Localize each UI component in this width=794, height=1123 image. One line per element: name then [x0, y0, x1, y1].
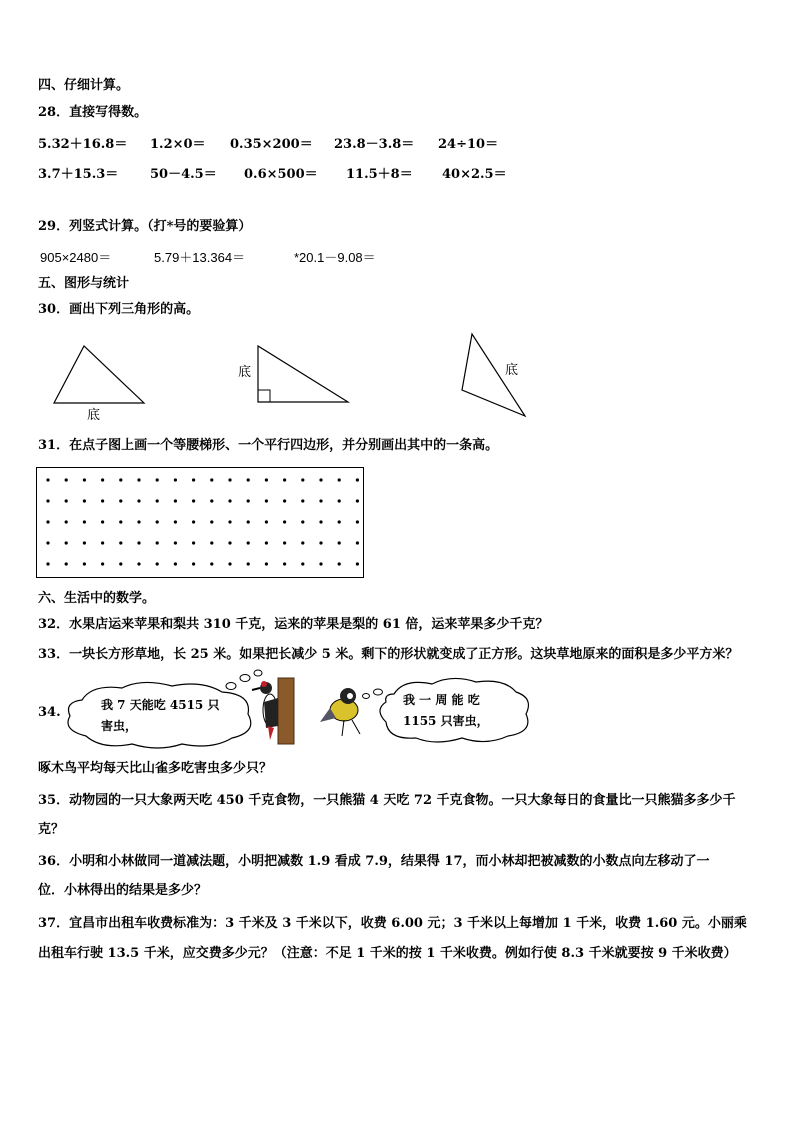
q30-label: 30．画出下列三角形的高。	[38, 302, 200, 317]
q29-item: *20.1－9.08＝	[294, 250, 376, 265]
grid-dot	[247, 541, 250, 544]
grid-dot	[46, 520, 49, 523]
q29-item: 905×2480＝	[40, 250, 112, 265]
triangle-2	[258, 346, 348, 402]
q28-row-1	[38, 136, 758, 154]
q28-item: 23.8－3.8＝	[334, 137, 415, 152]
grid-dot	[210, 520, 213, 523]
grid-dot	[137, 478, 140, 481]
grid-dot	[65, 562, 68, 565]
grid-dot	[156, 541, 159, 544]
grid-dot	[319, 499, 322, 502]
grid-dot	[319, 562, 322, 565]
grid-dot	[174, 520, 177, 523]
triangle-1	[54, 346, 144, 403]
grid-dot	[247, 478, 250, 481]
grid-dot	[137, 520, 140, 523]
grid-dot	[356, 541, 359, 544]
grid-dot	[174, 478, 177, 481]
grid-dot	[338, 478, 341, 481]
grid-dot	[283, 520, 286, 523]
grid-dot	[174, 541, 177, 544]
grid-dot	[338, 499, 341, 502]
q34-number: 34.	[38, 705, 61, 720]
grid-dot	[156, 499, 159, 502]
grid-dot	[174, 499, 177, 502]
grid-dot	[119, 562, 122, 565]
grid-dot	[301, 562, 304, 565]
grid-dot	[137, 499, 140, 502]
grid-dot	[174, 562, 177, 565]
grid-dot	[356, 562, 359, 565]
grid-dot	[83, 520, 86, 523]
grid-dot	[101, 562, 104, 565]
grid-dot	[283, 562, 286, 565]
q35-line-1: 35．动物园的一只大象两天吃 450 千克食物，一只熊猫 4 天吃 72 千克食物。一只大象每日的食量比一只熊猫多多少千	[38, 793, 736, 808]
grid-dot	[156, 478, 159, 481]
grid-dot	[210, 562, 213, 565]
q34-question: 啄木鸟平均每天比山雀多吃害虫多少只？	[38, 761, 273, 776]
grid-dot	[356, 478, 359, 481]
grid-dot	[119, 520, 122, 523]
grid-dot	[283, 478, 286, 481]
q28-item: 3.7＋15.3＝	[38, 167, 119, 182]
grid-dot	[247, 520, 250, 523]
grid-dot	[301, 499, 304, 502]
grid-dot	[301, 520, 304, 523]
grid-dot	[228, 541, 231, 544]
grid-dot	[228, 562, 231, 565]
grid-dot	[283, 499, 286, 502]
grid-dot	[247, 562, 250, 565]
section-4-title: 四、仔细计算。	[38, 78, 130, 93]
grid-dot	[156, 520, 159, 523]
grid-dot	[137, 541, 140, 544]
q29-label: 29．列竖式计算。（打*号的要验算）	[38, 219, 252, 234]
grid-dot	[338, 541, 341, 544]
cloud-1-line-2: 害虫，	[101, 719, 138, 733]
q29-row	[38, 249, 758, 267]
grid-dot	[65, 541, 68, 544]
grid-dot	[137, 562, 140, 565]
grid-dot	[338, 562, 341, 565]
q32-text: 32．水果店运来苹果和梨共 310 千克，运来的苹果是梨的 61 倍，运来苹果多少千克？	[38, 617, 549, 632]
grid-dot	[210, 499, 213, 502]
grid-dot	[210, 541, 213, 544]
grid-dot	[156, 562, 159, 565]
q28-item: 0.35×200＝	[230, 137, 313, 152]
grid-dot	[283, 541, 286, 544]
grid-dot	[101, 478, 104, 481]
grid-dot	[265, 478, 268, 481]
q29-item: 5.79＋13.364＝	[154, 250, 246, 265]
grid-dot	[265, 520, 268, 523]
grid-dot	[101, 541, 104, 544]
cloud-1-line-1: 我 7 天能吃 4515 只	[101, 698, 220, 712]
grid-dot	[101, 520, 104, 523]
grid-dot	[192, 499, 195, 502]
grid-dot	[65, 478, 68, 481]
dot-grid[interactable]	[36, 467, 364, 578]
grid-dot	[46, 562, 49, 565]
q28-label: 28．直接写得数。	[38, 105, 148, 120]
grid-dot	[228, 478, 231, 481]
grid-dot	[356, 499, 359, 502]
grid-dot	[65, 499, 68, 502]
grid-dot	[192, 478, 195, 481]
grid-dot	[83, 478, 86, 481]
cloud-2-line-1: 我 一 周 能 吃	[403, 693, 480, 707]
grid-dot	[338, 520, 341, 523]
section-5-title: 五、图形与统计	[38, 276, 130, 291]
triangle-3-base-label: 底	[505, 363, 519, 378]
q28-item: 5.32＋16.8＝	[38, 137, 128, 152]
q35-line-2: 克？	[38, 822, 65, 837]
grid-dot	[228, 499, 231, 502]
triangles-figure	[40, 330, 540, 430]
grid-dot	[192, 520, 195, 523]
grid-dot	[301, 478, 304, 481]
grid-dot	[319, 520, 322, 523]
grid-dot	[46, 541, 49, 544]
q28-item: 24÷10＝	[438, 137, 499, 152]
q33-text: 33．一块长方形草地，长 25 米。如果把长减少 5 米。剩下的形状就变成了正方形。这块草地原来的面积是多少平方米？	[38, 647, 739, 662]
q36-line-1: 36．小明和小林做同一道减法题，小明把减数 1.9 看成 7.9，结果得 17，而小林却把被减数的小数点向左移动了一	[38, 854, 710, 869]
q28-item: 11.5＋8＝	[346, 167, 413, 182]
triangle-1-base-label: 底	[87, 408, 101, 423]
right-angle-mark	[258, 390, 270, 402]
grid-dot	[319, 541, 322, 544]
woodpecker-icon	[250, 676, 300, 746]
cloud-bubble-2	[376, 676, 532, 744]
grid-dot	[83, 499, 86, 502]
q28-item: 0.6×500＝	[244, 167, 318, 182]
cloud-2-line-2: 1155 只害虫，	[403, 714, 489, 728]
q28-item: 1.2×0＝	[150, 137, 206, 152]
grid-dot	[319, 478, 322, 481]
q28-row-2	[38, 166, 758, 184]
q37-line-2: 出租车行驶 13.5 千米，应交费多少元？（注意：不足 1 千米的按 1 千米收费。例如行使 8.3 千米就要按 9 千米收费）	[38, 946, 737, 961]
grid-dot	[265, 499, 268, 502]
grid-dot	[192, 541, 195, 544]
grid-dot	[119, 499, 122, 502]
grid-dot	[228, 520, 231, 523]
grid-dot	[101, 499, 104, 502]
grid-dot	[83, 541, 86, 544]
grid-dot	[210, 478, 213, 481]
q28-item: 50－4.5＝	[150, 167, 217, 182]
grid-dot	[247, 499, 250, 502]
grid-dot	[119, 541, 122, 544]
q28-item: 40×2.5＝	[442, 167, 507, 182]
triangle-2-base-label: 底	[238, 365, 252, 380]
grid-dot	[356, 520, 359, 523]
grid-dot	[119, 478, 122, 481]
grid-dot	[46, 499, 49, 502]
q37-line-1: 37．宜昌市出租车收费标准为：3 千米及 3 千米以下，收费 6.00 元；3 千米以上每增加 1 千米，收费 1.60 元。小丽乘	[38, 916, 747, 931]
grid-dot	[83, 562, 86, 565]
grid-dot	[46, 478, 49, 481]
section-6-title: 六、生活中的数学。	[38, 591, 156, 606]
q36-line-2: 位．小林得出的结果是多少？	[38, 883, 208, 898]
grid-dot	[265, 541, 268, 544]
grid-dot	[192, 562, 195, 565]
q31-label: 31．在点子图上画一个等腰梯形、一个平行四边形，并分别画出其中的一条高。	[38, 438, 499, 453]
grid-dot	[65, 520, 68, 523]
grid-dot	[301, 541, 304, 544]
grid-dot	[265, 562, 268, 565]
